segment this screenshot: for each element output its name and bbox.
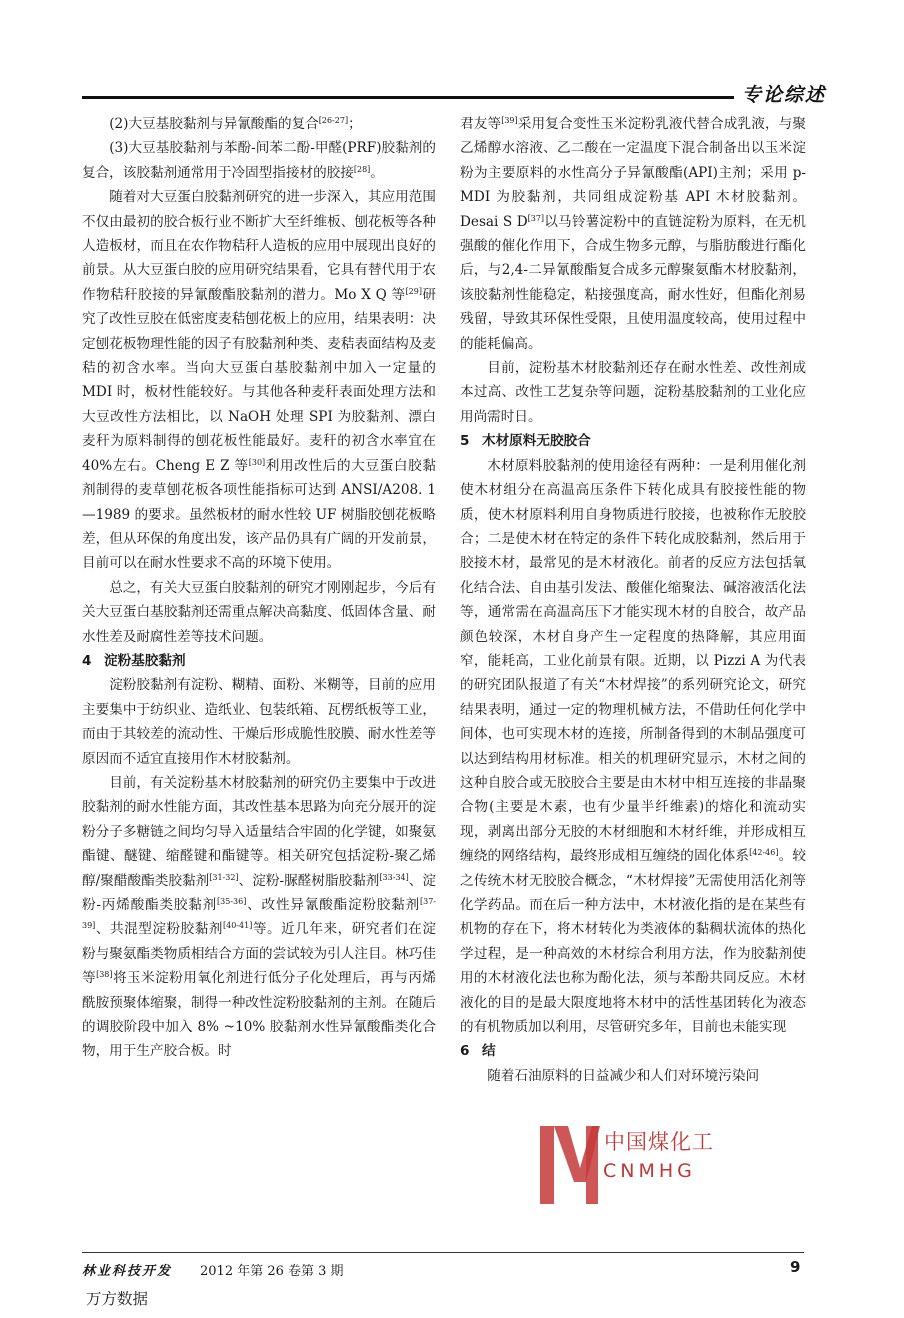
header-rule: [82, 96, 804, 99]
paragraph: 目前，有关淀粉基木材胶黏剂的研究仍主要集中于改进胶黏剂的耐水性能方面，其改性基本思路为向充分展开的淀粉分子多糖链之间均匀导入适量结合牢固的化学键，如聚氨酯键、醚键、缩醛键和酯键等。相关研究包括淀粉-聚乙烯醇/聚醋酸酯类胶黏剂[31-32]、淀粉-脲醛树脂胶黏剂[33-34]、淀粉-丙烯酸酯类胶黏剂[35-36]、改性异氰酸酯淀粉胶黏剂[37-39]、共混型淀粉胶黏剂[40-41]等。近几年来，研究者们在淀粉与聚氨酯类物质相结合方面的尝试较为引人注目。林巧佳等[38]将玉米淀粉用氧化剂进行低分子化处理后，再与丙烯酰胺预聚体缩聚，制得一种改性淀粉胶黏剂的主剂。在随后的调胶阶段中加入 8% ~10% 胶黏剂水性异氰酸酯类化合物，用于生产胶合板。时: [82, 774, 437, 1060]
watermark-text-cn: 中国煤化工: [604, 1126, 714, 1156]
section-heading: 6 结: [460, 1043, 496, 1060]
section-heading: 5 木材原料无胶胶合: [460, 433, 591, 450]
source-label: 万方数据: [86, 1290, 149, 1308]
paragraph: 目前，淀粉基木材胶黏剂还存在耐水性差、改性剂成本过高、改性工艺复杂等问题，淀粉基胶黏剂的工业化应用尚需时日。: [460, 360, 806, 425]
paragraph: (2)大豆基胶黏剂与异氰酸酯的复合[26-27]；: [109, 116, 362, 132]
right-column: [460, 112, 806, 1088]
paragraph: (3)大豆基胶黏剂与苯酚-间苯二酚-甲醛(PRF)胶黏剂的复合，该胶黏剂通常用于冷固型指接材的胶接[28]。: [82, 140, 436, 181]
paragraph: 随着石油原料的日益减少和人们对环境污染问: [487, 1067, 760, 1084]
watermark-text-en: CNMHG: [603, 1160, 696, 1182]
section-heading: 4 淀粉基胶黏剂: [82, 652, 186, 669]
left-column: [82, 112, 436, 1064]
section-title: 专论综述: [734, 80, 826, 107]
issue-info: 2012 年第 26 卷第 3 期: [200, 1264, 344, 1279]
paragraph: 总之，有关大豆蛋白胶黏剂的研究才刚刚起步，今后有关大豆蛋白基胶黏剂还需重点解决高黏度、低固体含量、耐水性差及耐腐性差等技术问题。: [82, 579, 436, 645]
paragraph: 随着对大豆蛋白胶黏剂研究的进一步深入，其应用范围不仅由最初的胶合板行业不断扩大至纤维板、刨花板等各种人造板材，而且在农作物秸秆人造板的应用中展现出良好的前景。从大豆蛋白胶的应用研究结果看，它具有替代用于农作物秸秆胶接的异氰酸酯胶黏剂的潜力。Mo X Q 等[29]研究了改性豆胶在低密度麦秸刨花板上的应用，结果表明：决定刨花板物理性能的因子有胶黏剂种类、麦秸表面结构及麦秸的初含水率。当向大豆蛋白基胶黏剂中加入一定量的 MDI 时，板材性能较好。与其他各种麦秆表面处理方法和大豆改性方法相比，以 NaOH 处理 SPI 为胶黏剂、漂白麦秆为原料制得的刨花板性能最好。麦秆的初含水率宜在40%左右。Cheng E Z 等[30]利用改性后的大豆蛋白胶黏剂制得的麦草刨花板各项性能指标可达到 ANSI/A208. 1—1989 的要求。虽然板材的耐水性较 UF 树脂胶刨花板略差，但从环保的角度出发，该产品仍具有广阔的开发前景，目前可以在耐水性要求不高的环境下使用。: [82, 189, 437, 572]
journal-name: 林业科技开发: [82, 1264, 173, 1279]
page-number: 9: [790, 1258, 801, 1276]
paragraph: 木材原料胶黏剂的使用途径有两种：一是利用催化剂使木材组分在高温高压条件下转化成具有胶接性能的物质，使木材原料利用自身物质进行胶接，也被称作无胶胶合；二是使木材在特定的条件下转化成胶黏剂，然后用于胶接木材，最常见的是木材液化。前者的反应方法包括氧化结合法、自由基引发法、酸催化缩聚法、碱溶液活化法等，通常需在高温高压下才能实现木材的自胶合，故产品颜色较深，木材自身产生一定程度的热降解，其应用面窄，能耗高，工业化前景有限。近期，以 Pizzi A 为代表的研究团队报道了有关“木材焊接”的系列研究论文，研究结果表明，通过一定的物理机械方法，不借助任何化学中间体，也可实现木材的连接，所制备得到的木制品强度可以达到结构用材标准。相关的机理研究显示，木材之间的这种自胶合或无胶胶合主要是由木材中相互连接的非晶聚合物(主要是木素，也有少量半纤维素)的熔化和流动实现，剥离出部分无胶的木材细胞和木材纤维，并形成相互缠绕的网络结构，最终形成相互缠绕的固化体系[42-46]。较之传统木材无胶胶合概念，“木材焊接”无需使用活化剂等化学药品。而在后一种方法中，木材液化指的是在某些有机物的存在下，将木材转化为类液体的黏稠状流体的热化学过程，是一种高效的木材综合利用方法，作为胶黏剂使用的木材液化法也称为酚化法，须与苯酚共同反应。木材液化的目的是最大限度地将木材中的活性基团转化为液态的有机物质加以利用，尽管研究多年，目前也未能实现: [460, 457, 807, 1036]
paragraph: 淀粉胶黏剂有淀粉、糊精、面粉、米糊等，目前的应用主要集中于纺织业、造纸业、包装纸箱、瓦楞纸板等工业，而由于其较差的流动性、干燥后形成脆性胶膜、耐水性差等原因而不适宜直接用作木材胶黏剂。: [82, 677, 436, 767]
footer-rule: [82, 1252, 804, 1253]
paragraph: 君友等[39]采用复合变性玉米淀粉乳液代替合成乳液，与聚乙烯醇水溶液、乙二酸在一定温度下混合制备出以玉米淀粉为主要原料的水性高分子异氰酸酯(API)主剂；采用 p-MDI 为胶黏剂，共同组成淀粉基 API 木材胶黏剂。Desai S D[37]以马铃薯淀粉中的直链淀粉为原料，在无机强酸的催化作用下，合成生物多元醇，与脂肪酸进行酯化后，与2,4-二异氰酸酯复合成多元醇聚氨酯木材胶黏剂，该胶黏剂性能稳定，粘接强度高，耐水性好，但酯化剂易残留，导致其环保性受限，且使用温度较高，使用过程中的能耗偏高。: [460, 116, 807, 352]
